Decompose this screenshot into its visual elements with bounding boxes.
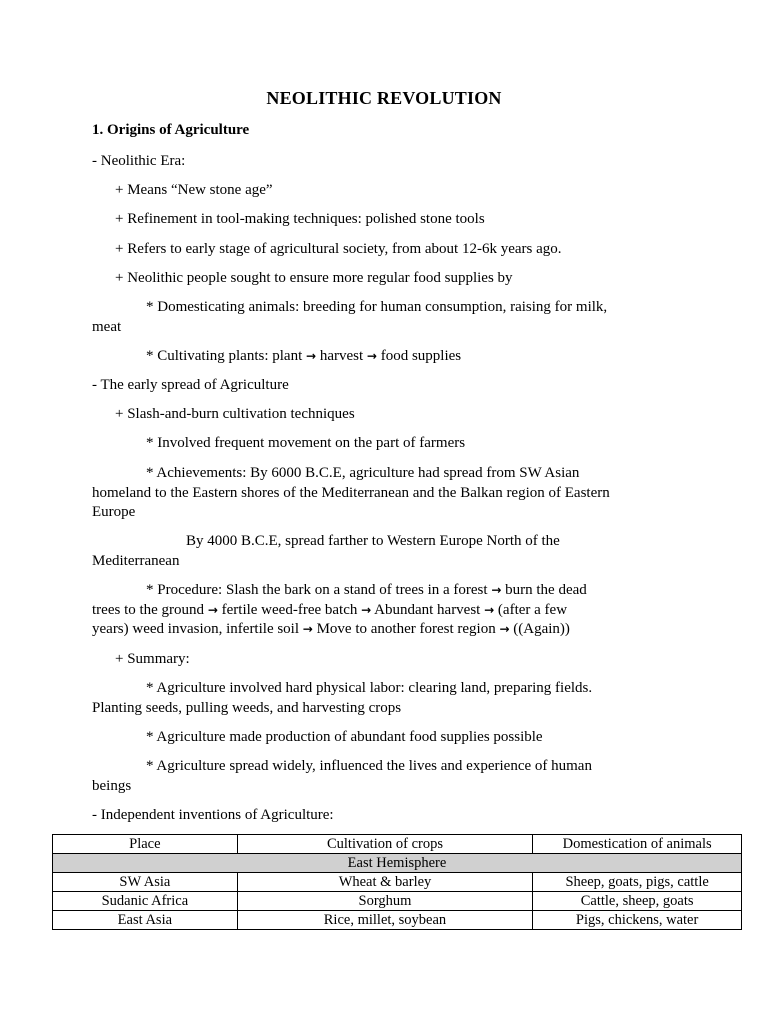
table-cell: Sheep, goats, pigs, cattle [533, 873, 742, 892]
table-row [53, 873, 742, 892]
table-cell: Cattle, sheep, goats [533, 892, 742, 911]
arrow-icon: → [484, 603, 495, 617]
arrow-icon: → [306, 349, 317, 363]
text-line: * Agriculture involved hard physical labor: clearing land, preparing fields. [146, 680, 593, 696]
text-line: * Cultivating plants: plant → harvest → food supplies [146, 348, 462, 364]
arrow-icon: → [207, 603, 218, 617]
table-section-row [53, 854, 742, 873]
table-cell: Sudanic Africa [53, 892, 238, 911]
arrow-icon: → [361, 603, 372, 617]
hemisphere-label: East Hemisphere [53, 854, 742, 873]
text-line: trees to the ground → fertile weed-free batch → Abundant harvest → (after a few [92, 602, 568, 618]
agriculture-table [52, 834, 742, 930]
table-cell: Rice, millet, soybean [237, 911, 533, 930]
table-header-cell: Cultivation of crops [237, 835, 533, 854]
table-header-cell: Domestication of animals [533, 835, 742, 854]
text-line: Mediterranean [92, 553, 180, 569]
table-cell: Wheat & barley [237, 873, 533, 892]
table-cell: East Asia [53, 911, 238, 930]
table-row [53, 892, 742, 911]
section-heading: 1. Origins of Agriculture [92, 122, 250, 138]
table-cell: Pigs, chickens, water [533, 911, 742, 930]
text-line: * Involved frequent movement on the part of farmers [146, 435, 466, 451]
text-line: - The early spread of Agriculture [92, 377, 289, 393]
text-line: * Domesticating animals: breeding for human consumption, raising for milk, [146, 299, 608, 315]
arrow-icon: → [491, 583, 502, 597]
table-header-cell: Place [53, 835, 238, 854]
table-row [53, 911, 742, 930]
table-header-row [53, 835, 742, 854]
arrow-icon: → [499, 622, 510, 636]
document-title: NEOLITHIC REVOLUTION [266, 88, 502, 108]
text-line: * Achievements: By 6000 B.C.E, agriculture had spread from SW Asian [146, 465, 580, 481]
text-line: Europe [92, 504, 136, 520]
arrow-icon: → [366, 349, 377, 363]
text-line: homeland to the Eastern shores of the Mediterranean and the Balkan region of Eastern [92, 485, 610, 501]
text-line: * Procedure: Slash the bark on a stand of trees in a forest → burn the dead [146, 582, 587, 598]
text-line: - Neolithic Era: [92, 153, 186, 169]
text-line: Planting seeds, pulling weeds, and harvesting crops [92, 700, 402, 716]
arrow-icon: → [302, 622, 313, 636]
text-line: * Agriculture made production of abundant food supplies possible [146, 729, 543, 745]
text-line: + Slash-and-burn cultivation techniques [115, 406, 355, 422]
text-line: + Summary: [115, 651, 190, 667]
text-line: beings [92, 778, 132, 794]
table-cell: Sorghum [237, 892, 533, 911]
text-line: By 4000 B.C.E, spread farther to Western Europe North of the [186, 533, 560, 549]
text-line: - Independent inventions of Agriculture: [92, 807, 334, 823]
text-line: + Refinement in tool-making techniques: polished stone tools [115, 211, 485, 227]
text-line: * Agriculture spread widely, influenced the lives and experience of human [146, 758, 592, 774]
text-line: + Neolithic people sought to ensure more regular food supplies by [115, 270, 513, 286]
text-line: + Refers to early stage of agricultural society, from about 12-6k years ago. [115, 241, 562, 257]
text-line: + Means “New stone age” [115, 182, 273, 198]
text-line: years) weed invasion, infertile soil → Move to another forest region → ((Again)) [92, 621, 570, 637]
text-line: meat [92, 319, 122, 335]
table-cell: SW Asia [53, 873, 238, 892]
